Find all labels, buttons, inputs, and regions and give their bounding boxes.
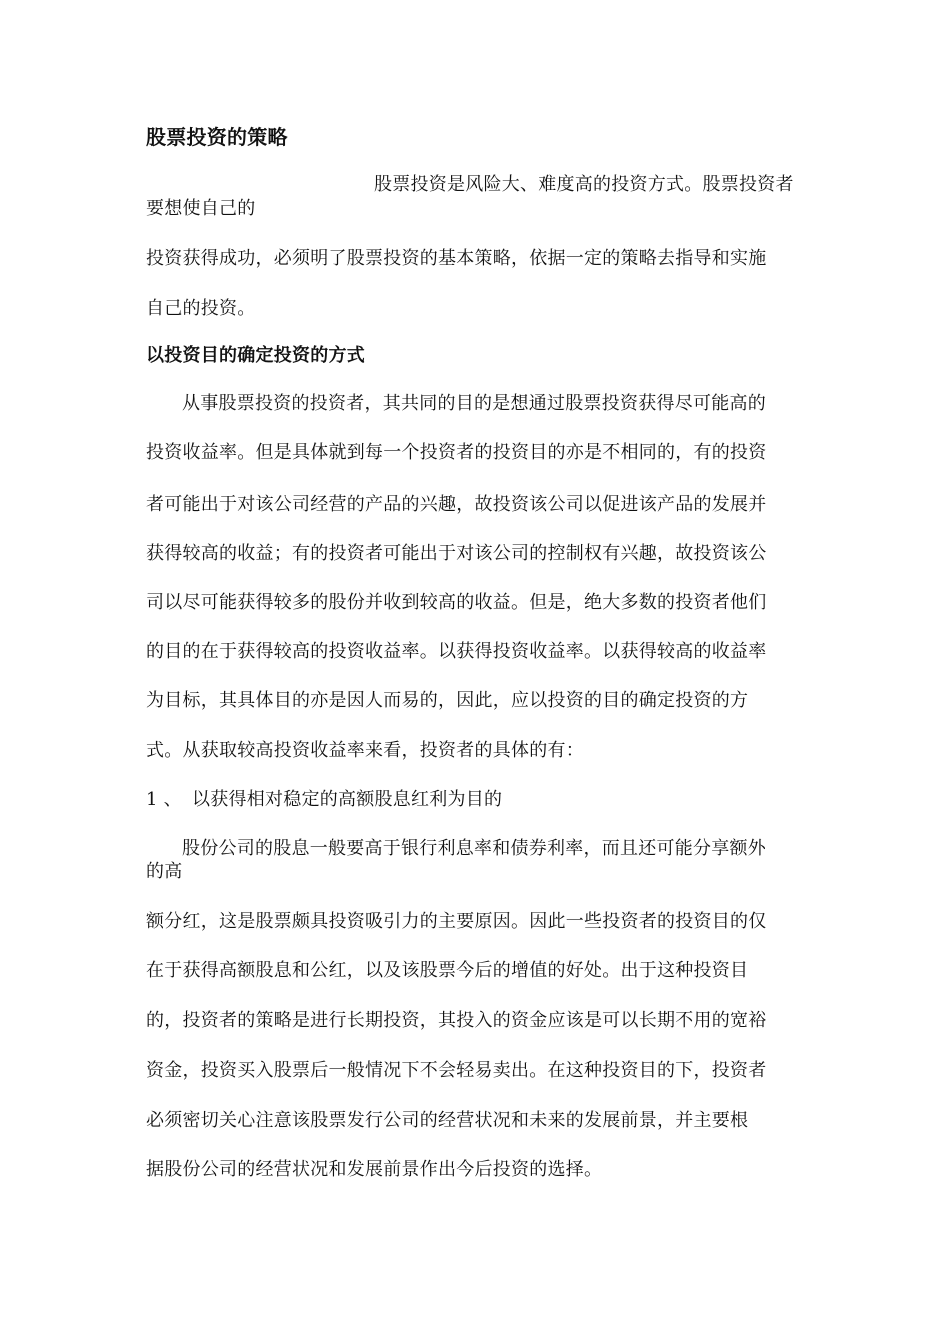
intro-line-2: 要想使自己的	[146, 198, 256, 219]
section-heading: 以投资目的确定投资的方式	[146, 345, 365, 366]
section-paragraph-line: 司以尽可能获得较多的股份并收到较高的收益。但是，绝大多数的投资者他们	[146, 592, 767, 613]
item-paragraph-line: 在于获得高额股息和公红，以及该股票今后的增值的好处。出于这种投资目	[146, 960, 749, 981]
section-paragraph-line: 为目标，其具体目的亦是因人而易的，因此，应以投资的目的确定投资的方	[146, 690, 749, 711]
intro-line-1: 股票投资是风险大、难度高的投资方式。股票投资者	[374, 174, 794, 195]
section-paragraph-line: 式。从获取较高投资收益率来看，投资者的具体的有：	[146, 740, 584, 761]
item-paragraph-line: 股份公司的股息一般要高于银行利息率和债券利率，而且还可能分享额外	[182, 838, 766, 859]
item-paragraph-line: 据股份公司的经营状况和发展前景作出今后投资的选择。	[146, 1159, 603, 1180]
item-paragraph-line: 的，投资者的策略是进行长期投资，其投入的资金应该是可以长期不用的宽裕	[146, 1010, 767, 1031]
item-paragraph-line: 资金，投资买入股票后一般情况下不会轻易卖出。在这种投资目的下，投资者	[146, 1060, 767, 1081]
list-item-heading: 以获得相对稳定的高额股息红利为目的	[192, 789, 503, 810]
item-paragraph-line: 必须密切关心注意该股票发行公司的经营状况和未来的发展前景，并主要根	[146, 1110, 749, 1131]
intro-line-3: 投资获得成功，必须明了股票投资的基本策略，依据一定的策略去指导和实施	[146, 248, 767, 269]
section-paragraph-line: 的目的在于获得较高的投资收益率。以获得投资收益率。以获得较高的收益率	[146, 641, 767, 662]
document-title: 股票投资的策略	[146, 125, 288, 149]
item-paragraph-line: 额分红，这是股票颇具投资吸引力的主要原因。因此一些投资者的投资目的仅	[146, 911, 767, 932]
section-paragraph-line: 者可能出于对该公司经营的产品的兴趣，故投资该公司以促进该产品的发展并	[146, 494, 767, 515]
section-paragraph-line: 投资收益率。但是具体就到每一个投资者的投资目的亦是不相同的，有的投资	[146, 442, 767, 463]
item-paragraph-line: 的高	[146, 861, 183, 882]
section-paragraph-line: 获得较高的收益；有的投资者可能出于对该公司的控制权有兴趣，故投资该公	[146, 543, 767, 564]
list-item-number: 1 、	[146, 789, 182, 810]
section-paragraph-line: 从事股票投资的投资者，其共同的目的是想通过股票投资获得尽可能高的	[182, 393, 766, 414]
intro-line-4: 自己的投资。	[146, 298, 256, 319]
